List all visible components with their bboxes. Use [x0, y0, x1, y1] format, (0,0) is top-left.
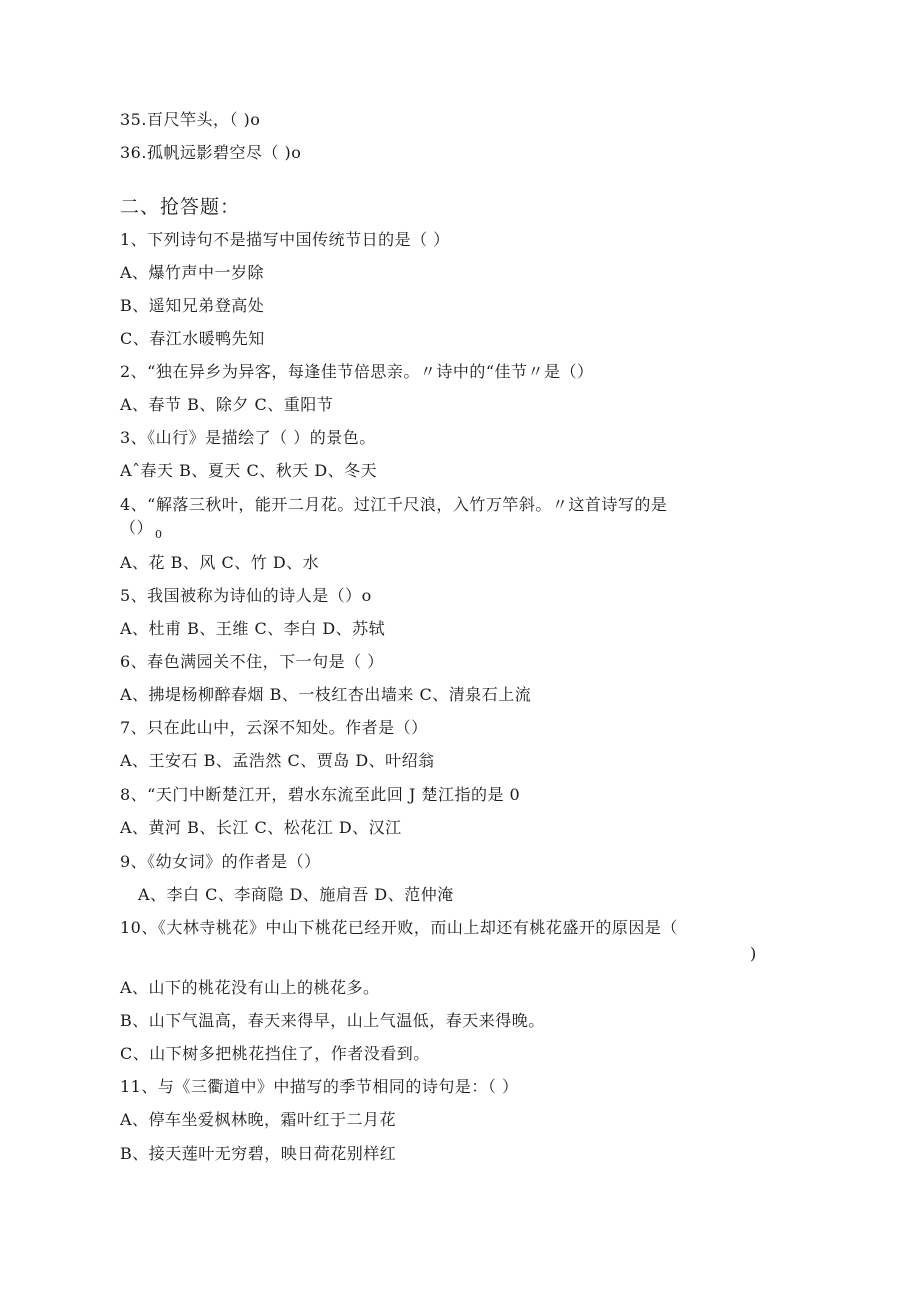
- option-line: A、王安石 B、孟浩然 C、贾岛 D、叶绍翁: [120, 751, 435, 770]
- question-3: 3、《山行》是描绘了（ ）的景色。: [120, 428, 376, 447]
- option-line: A、杜甫 B、王维 C、李白 D、苏轼: [120, 619, 386, 638]
- option-line: B、接天莲叶无穷碧，映日荷花别样红: [120, 1144, 397, 1163]
- option-line: A、花 B、风 C、竹 D、水: [120, 553, 320, 572]
- question-6: 6、春色满园关不住，下一句是（ ）: [120, 652, 384, 671]
- option-line: A、停车坐爱枫林晚，霜叶红于二月花: [120, 1110, 397, 1129]
- fill-in-35: 35.百尺竿头，（ )o: [120, 110, 261, 129]
- option-line: A、爆竹声中一岁除: [120, 263, 265, 282]
- question-4-continuation: [120, 518, 161, 540]
- question-7: 7、只在此山中，云深不知处。作者是（）: [120, 718, 428, 737]
- option-line: B、遥知兄弟登高处: [120, 296, 265, 315]
- question-10: 10、《大林寺桃花》中山下桃花已经开败，而山上却还有桃花盛开的原因是（: [120, 918, 678, 937]
- option-line: A、春节 B、除夕 C、重阳节: [120, 395, 334, 414]
- small-mark: 0: [155, 528, 163, 541]
- question-5: 5、我国被称为诗仙的诗人是（）o: [120, 586, 372, 605]
- question-4: 4、“解落三秋叶，能开二月花。过江千尺浪，入竹万竿斜。〃这首诗写的是: [120, 495, 668, 514]
- question-10-close-paren: ): [750, 944, 757, 963]
- question-9: 9、《幼女词》的作者是（）: [120, 852, 321, 871]
- fill-in-36: 36.孤帆远影碧空尽（ )o: [120, 143, 302, 162]
- option-line: B、山下气温高，春天来得早，山上气温低，春天来得晚。: [120, 1011, 545, 1030]
- question-11: 11、与《三衢道中》中描写的季节相同的诗句是：（ ）: [120, 1077, 519, 1096]
- option-line: C、春江水暖鸭先知: [120, 329, 265, 348]
- option-line: Aˆ春天 B、夏天 C、秋天 D、冬天: [120, 461, 378, 480]
- section-title: 二、抢答题：: [120, 196, 241, 218]
- option-line: A、黄河 B、长江 C、松花江 D、汉江: [120, 818, 402, 837]
- option-line: A、拂堤杨柳醉春烟 B、一枝红杏出墙来 C、清泉石上流: [120, 685, 532, 704]
- question-8: 8、“天门中断楚江开，碧水东流至此回 J 楚江指的是 0: [120, 785, 521, 804]
- question-2: 2、“独在异乡为异客，每逢佳节倍思亲。〃诗中的“佳节〃是（）: [120, 362, 594, 381]
- question-1: 1、下列诗句不是描写中国传统节日的是（ ）: [120, 230, 450, 249]
- option-line: C、山下树多把桃花挡住了，作者没看到。: [120, 1044, 430, 1063]
- option-line: A、山下的桃花没有山上的桃花多。: [120, 978, 380, 997]
- option-line: A、李白 C、李商隐 D、施肩吾 D、范仲淹: [138, 885, 454, 904]
- question-4-paren: （）: [120, 518, 154, 537]
